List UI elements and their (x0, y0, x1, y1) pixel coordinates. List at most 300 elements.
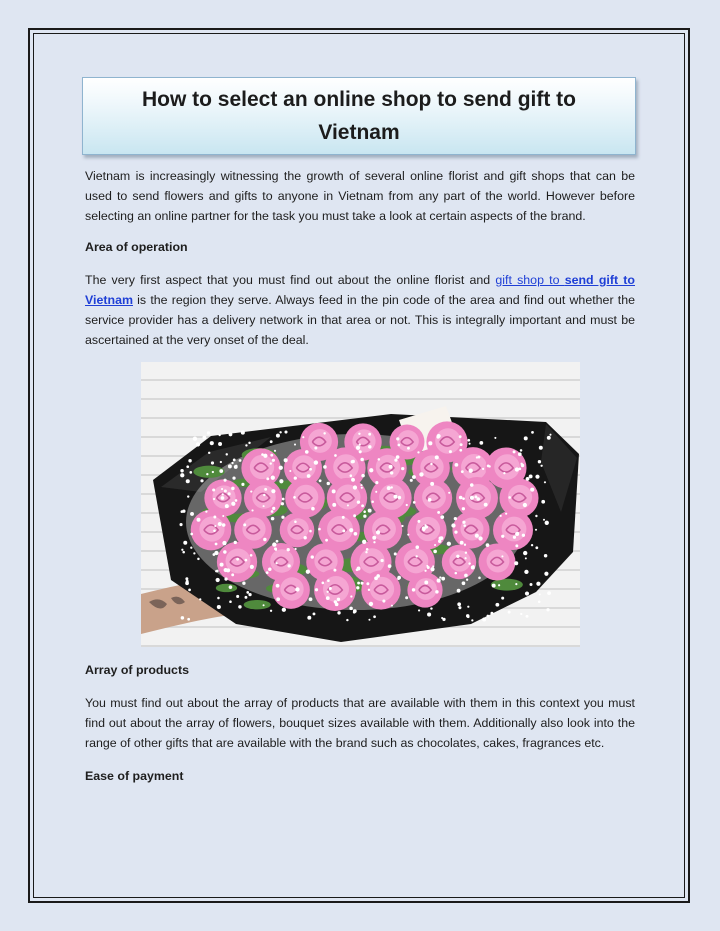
babys-breath-dot (387, 486, 391, 490)
babys-breath-dot (468, 562, 470, 564)
babys-breath-dot (464, 544, 466, 546)
babys-breath-dot (220, 563, 224, 567)
babys-breath-dot (428, 441, 432, 445)
babys-breath-dot (371, 500, 374, 503)
babys-breath-dot (294, 520, 297, 523)
babys-breath-dot (188, 459, 191, 462)
babys-breath-dot (539, 593, 541, 595)
babys-breath-dot (468, 443, 470, 445)
area-text-after: is the region they serve. Always feed in the pin code of the area and find out whether the service provider has a delivery network in that area or not. This is integrally important and must be ascertained at the very onset of the deal. (85, 293, 635, 347)
babys-breath-dot (271, 476, 275, 480)
babys-breath-dot (447, 542, 451, 546)
babys-breath-dot (245, 596, 248, 599)
babys-breath-dot (391, 486, 393, 488)
babys-breath-dot (271, 517, 275, 521)
babys-breath-dot (427, 566, 430, 569)
babys-breath-dot (462, 581, 466, 585)
babys-breath-dot (294, 443, 296, 445)
babys-breath-dot (515, 544, 518, 547)
babys-breath-dot (270, 610, 272, 612)
babys-breath-dot (181, 616, 184, 619)
babys-breath-dot (189, 471, 192, 474)
babys-breath-dot (479, 441, 483, 445)
babys-breath-dot (222, 493, 224, 495)
babys-breath-dot (547, 436, 551, 440)
babys-breath-dot (531, 544, 533, 546)
babys-breath-dot (221, 496, 225, 500)
babys-breath-dot (454, 517, 457, 520)
babys-breath-dot (439, 576, 441, 578)
babys-breath-dot (342, 529, 345, 532)
babys-breath-dot (513, 536, 516, 539)
babys-breath-dot (437, 579, 441, 583)
babys-breath-dot (514, 561, 518, 565)
babys-breath-dot (523, 503, 527, 507)
babys-breath-dot (354, 532, 358, 536)
babys-breath-dot (525, 557, 527, 559)
babys-breath-dot (205, 510, 207, 512)
babys-breath-dot (518, 452, 522, 456)
babys-breath-dot (457, 589, 461, 593)
heading-array-of-products: Array of products (85, 663, 189, 677)
babys-breath-dot (394, 552, 397, 555)
babys-breath-dot (401, 467, 404, 470)
rose (217, 542, 257, 582)
bouquet-photo (141, 362, 580, 647)
rose (244, 479, 282, 517)
babys-breath-dot (222, 541, 226, 545)
rose (361, 570, 400, 609)
babys-breath-dot (430, 567, 434, 571)
babys-breath-dot (526, 615, 529, 618)
article-body (85, 166, 635, 350)
babys-breath-dot (464, 574, 468, 578)
babys-breath-dot (241, 431, 245, 435)
babys-breath-dot (356, 586, 359, 589)
babys-breath-dot (368, 619, 370, 621)
rose (285, 478, 325, 518)
babys-breath-dot (467, 606, 469, 608)
babys-breath-dot (245, 559, 248, 562)
babys-breath-dot (459, 449, 462, 452)
babys-breath-dot (227, 492, 230, 495)
babys-breath-dot (358, 433, 360, 435)
babys-breath-dot (351, 460, 354, 463)
rose (280, 513, 315, 548)
babys-breath-dot (435, 455, 439, 459)
babys-breath-dot (281, 502, 284, 505)
babys-breath-dot (243, 523, 246, 526)
babys-breath-dot (463, 524, 466, 527)
babys-breath-dot (181, 549, 183, 551)
babys-breath-dot (263, 454, 267, 458)
babys-breath-dot (287, 548, 290, 551)
babys-breath-dot (325, 539, 328, 542)
babys-breath-dot (180, 473, 184, 477)
babys-breath-dot (208, 452, 210, 454)
babys-breath-dot (462, 497, 465, 500)
babys-breath-dot (235, 499, 238, 502)
babys-breath-dot (251, 509, 253, 511)
babys-breath-dot (407, 447, 410, 450)
babys-breath-dot (349, 607, 353, 611)
babys-breath-dot (433, 550, 437, 554)
babys-breath-dot (475, 534, 479, 538)
babys-breath-dot (467, 615, 470, 618)
babys-breath-dot (372, 536, 376, 540)
area-text-before: The very first aspect that you must find out about the online florist and (85, 273, 496, 287)
babys-breath-dot (380, 559, 383, 562)
babys-breath-dot (210, 441, 214, 445)
babys-breath-dot (309, 597, 313, 601)
babys-breath-dot (382, 599, 385, 602)
babys-breath-dot (536, 582, 540, 586)
babys-breath-dot (478, 456, 481, 459)
babys-breath-dot (212, 471, 214, 473)
babys-breath-dot (544, 481, 546, 483)
babys-breath-dot (401, 525, 403, 527)
babys-breath-dot (508, 496, 511, 499)
babys-breath-dot (503, 472, 505, 474)
babys-breath-dot (220, 461, 222, 463)
babys-breath-dot (494, 437, 496, 439)
babys-breath-dot (236, 595, 239, 598)
intro-paragraph: Vietnam is increasingly witnessing the growth of several online florist and gift shops that can be used to send flowers and gifts to anyone in Vietnam from any part of the world. However before selecting an online partner for the task you must take a look at certain aspects of the brand. (85, 169, 635, 223)
babys-breath-dot (248, 593, 251, 596)
babys-breath-dot (357, 567, 361, 571)
babys-breath-dot (190, 512, 194, 516)
babys-breath-dot (427, 613, 431, 617)
babys-breath-dot (515, 532, 519, 536)
babys-breath-dot (347, 504, 349, 506)
babys-breath-dot (327, 482, 330, 485)
babys-breath-dot (396, 455, 400, 459)
babys-breath-dot (428, 498, 432, 502)
babys-breath-dot (434, 544, 436, 546)
babys-breath-dot (359, 443, 361, 445)
babys-breath-dot (276, 584, 280, 588)
link-plain-text: gift shop to (495, 273, 565, 287)
babys-breath-dot (363, 515, 366, 518)
leaf (244, 600, 271, 609)
babys-breath-dot (222, 523, 226, 527)
babys-breath-dot (268, 568, 272, 572)
babys-breath-dot (263, 494, 265, 496)
babys-breath-dot (326, 596, 330, 600)
babys-breath-dot (333, 569, 336, 572)
babys-breath-dot (478, 536, 482, 540)
babys-breath-dot (376, 530, 380, 534)
babys-breath-dot (213, 516, 216, 519)
babys-breath-dot (458, 606, 461, 609)
babys-breath-dot (233, 459, 236, 462)
babys-breath-dot (239, 459, 242, 462)
babys-breath-dot (368, 509, 372, 513)
babys-breath-dot (217, 597, 220, 600)
babys-breath-dot (357, 582, 360, 585)
babys-breath-dot (213, 498, 215, 500)
babys-breath-dot (295, 587, 299, 591)
babys-breath-dot (538, 460, 541, 463)
babys-breath-dot (311, 555, 314, 558)
babys-breath-dot (462, 521, 465, 524)
babys-breath-dot (500, 515, 502, 517)
babys-breath-dot (202, 436, 206, 440)
babys-breath-dot (361, 582, 364, 585)
babys-breath-dot (492, 584, 496, 588)
babys-breath-dot (369, 602, 373, 606)
babys-breath-dot (272, 459, 275, 462)
babys-breath-dot (234, 541, 237, 544)
babys-breath-dot (541, 500, 545, 504)
babys-breath-dot (272, 507, 275, 510)
babys-breath-dot (465, 551, 467, 553)
babys-breath-dot (318, 528, 321, 531)
babys-breath-dot (332, 489, 336, 493)
babys-breath-dot (529, 474, 533, 478)
page-title: How to select an online shop to send gift to Vietnam (141, 88, 576, 144)
babys-breath-dot (274, 450, 276, 452)
babys-breath-dot (263, 505, 265, 507)
babys-breath-dot (185, 577, 188, 580)
babys-breath-dot (451, 523, 455, 527)
babys-breath-dot (224, 479, 227, 482)
babys-breath-dot (394, 495, 398, 499)
babys-breath-dot (197, 558, 199, 560)
babys-breath-dot (185, 581, 189, 585)
babys-breath-dot (270, 454, 273, 457)
babys-breath-dot (405, 596, 408, 599)
babys-breath-dot (311, 507, 315, 511)
babys-breath-dot (498, 584, 500, 586)
babys-breath-dot (245, 444, 247, 446)
babys-breath-dot (270, 462, 272, 464)
babys-breath-dot (270, 440, 273, 443)
babys-breath-dot (374, 576, 378, 580)
babys-breath-dot (353, 514, 356, 517)
babys-breath-dot (221, 488, 223, 490)
babys-breath-dot (288, 564, 291, 567)
babys-breath-dot (193, 552, 195, 554)
babys-breath-dot (543, 519, 545, 521)
babys-breath-dot (522, 534, 525, 537)
babys-breath-dot (471, 619, 473, 621)
babys-breath-dot (455, 572, 458, 575)
babys-breath-dot (307, 616, 311, 620)
babys-breath-dot (505, 513, 507, 515)
babys-breath-dot (460, 541, 464, 545)
babys-breath-dot (368, 433, 371, 436)
babys-breath-dot (378, 458, 381, 461)
babys-breath-dot (180, 523, 183, 526)
babys-breath-dot (546, 608, 549, 611)
babys-breath-dot (282, 608, 286, 612)
babys-breath-dot (368, 589, 370, 591)
babys-breath-dot (314, 460, 318, 464)
babys-breath-dot (353, 611, 356, 614)
babys-breath-dot (279, 466, 283, 470)
article-body-continued (85, 660, 635, 786)
babys-breath-dot (232, 477, 235, 480)
babys-breath-dot (238, 605, 241, 608)
babys-breath-dot (441, 577, 445, 581)
babys-breath-dot (373, 541, 375, 543)
babys-breath-dot (350, 595, 352, 597)
babys-breath-dot (250, 491, 252, 493)
babys-breath-dot (501, 535, 504, 538)
babys-breath-dot (369, 468, 373, 472)
babys-breath-dot (332, 503, 336, 507)
babys-breath-dot (361, 487, 363, 489)
babys-breath-dot (359, 450, 362, 453)
babys-breath-dot (530, 583, 533, 586)
babys-breath-dot (535, 529, 537, 531)
leaf (491, 579, 523, 591)
babys-breath-dot (398, 444, 401, 447)
babys-breath-dot (455, 463, 459, 467)
rose (452, 511, 489, 548)
babys-breath-dot (327, 579, 330, 582)
babys-breath-dot (523, 551, 527, 555)
babys-breath-dot (547, 591, 551, 595)
babys-breath-dot (430, 607, 432, 609)
babys-breath-dot (432, 565, 434, 567)
babys-breath-dot (214, 525, 216, 527)
babys-breath-dot (457, 602, 461, 606)
babys-breath-dot (263, 538, 266, 541)
babys-breath-dot (303, 536, 306, 539)
babys-breath-dot (424, 570, 426, 572)
babys-breath-dot (513, 450, 516, 453)
babys-breath-dot (223, 550, 226, 553)
babys-breath-dot (390, 471, 393, 474)
babys-breath-dot (470, 496, 474, 500)
babys-breath-dot (407, 534, 409, 536)
babys-breath-dot (219, 469, 223, 473)
babys-breath-dot (521, 464, 524, 467)
babys-breath-dot (224, 490, 227, 493)
babys-breath-dot (302, 436, 304, 438)
babys-breath-dot (365, 551, 367, 553)
leaf (216, 584, 237, 592)
babys-breath-dot (327, 591, 329, 593)
babys-breath-dot (363, 510, 366, 513)
babys-breath-dot (461, 470, 464, 473)
babys-breath-dot (250, 554, 253, 557)
babys-breath-dot (357, 500, 360, 503)
babys-breath-dot (538, 600, 541, 603)
babys-breath-dot (526, 477, 530, 481)
babys-breath-dot (342, 516, 345, 519)
babys-breath-dot (279, 431, 281, 433)
babys-breath-dot (306, 569, 310, 573)
babys-breath-dot (535, 515, 537, 517)
babys-breath-dot (440, 515, 444, 519)
babys-breath-dot (442, 618, 445, 621)
babys-breath-dot (276, 434, 280, 438)
babys-breath-dot (284, 430, 287, 433)
babys-breath-dot (356, 446, 360, 450)
babys-breath-dot (246, 591, 249, 594)
babys-breath-dot (337, 611, 340, 614)
babys-breath-dot (488, 465, 490, 467)
babys-breath-dot (412, 475, 416, 479)
babys-breath-dot (222, 515, 224, 517)
babys-breath-dot (449, 450, 452, 453)
babys-breath-dot (519, 467, 522, 470)
babys-breath-dot (231, 573, 234, 576)
babys-breath-dot (524, 570, 528, 574)
babys-breath-dot (490, 612, 493, 615)
babys-breath-dot (388, 564, 392, 568)
babys-breath-dot (362, 540, 366, 544)
babys-breath-dot (394, 459, 397, 462)
array-of-products-paragraph: You must find out about the array of products that are available with them in this context you must find out about the array of flowers, bouquet sizes available with them. Additionally also look into the range of other gifts that are available with the brand such as chocolates, cakes, fragrances etc. (85, 696, 635, 750)
babys-breath-dot (229, 433, 233, 437)
babys-breath-dot (361, 504, 364, 507)
babys-breath-dot (266, 477, 269, 480)
babys-breath-dot (206, 473, 208, 475)
babys-breath-dot (413, 501, 416, 504)
babys-breath-dot (216, 578, 220, 582)
babys-breath-dot (415, 545, 419, 549)
babys-breath-dot (410, 479, 413, 482)
babys-breath-dot (313, 612, 316, 615)
babys-breath-dot (266, 571, 269, 574)
babys-breath-dot (242, 582, 245, 585)
babys-breath-dot (309, 468, 312, 471)
babys-breath-dot (373, 615, 376, 618)
babys-breath-dot (187, 495, 189, 497)
babys-breath-dot (448, 492, 450, 494)
babys-breath-dot (438, 540, 441, 543)
babys-breath-dot (531, 431, 534, 434)
babys-breath-dot (469, 469, 473, 473)
babys-breath-dot (329, 587, 332, 590)
babys-breath-dot (217, 605, 221, 609)
babys-breath-dot (346, 619, 348, 621)
babys-breath-dot (190, 547, 192, 549)
babys-breath-dot (200, 479, 203, 482)
babys-breath-dot (226, 453, 228, 455)
babys-breath-dot (305, 450, 309, 454)
babys-breath-dot (353, 485, 357, 489)
babys-breath-dot (544, 572, 548, 576)
title-banner (82, 77, 636, 155)
babys-breath-dot (218, 434, 220, 436)
babys-breath-dot (460, 443, 463, 446)
babys-breath-dot (520, 449, 523, 452)
babys-breath-dot (271, 510, 274, 513)
babys-breath-dot (248, 442, 250, 444)
babys-breath-dot (309, 530, 312, 533)
babys-breath-dot (419, 472, 423, 476)
babys-breath-dot (375, 491, 377, 493)
babys-breath-dot (366, 582, 369, 585)
babys-breath-dot (272, 542, 276, 546)
babys-breath-dot (181, 510, 184, 513)
babys-breath-dot (263, 604, 265, 606)
babys-breath-dot (437, 511, 440, 514)
babys-breath-dot (289, 470, 291, 472)
babys-breath-dot (275, 549, 277, 551)
babys-breath-dot (540, 465, 542, 467)
pink-rose-bouquet-image (141, 362, 580, 647)
babys-breath-dot (482, 468, 484, 470)
babys-breath-dot (264, 488, 267, 491)
babys-breath-dot (520, 613, 522, 615)
babys-breath-dot (366, 548, 369, 551)
